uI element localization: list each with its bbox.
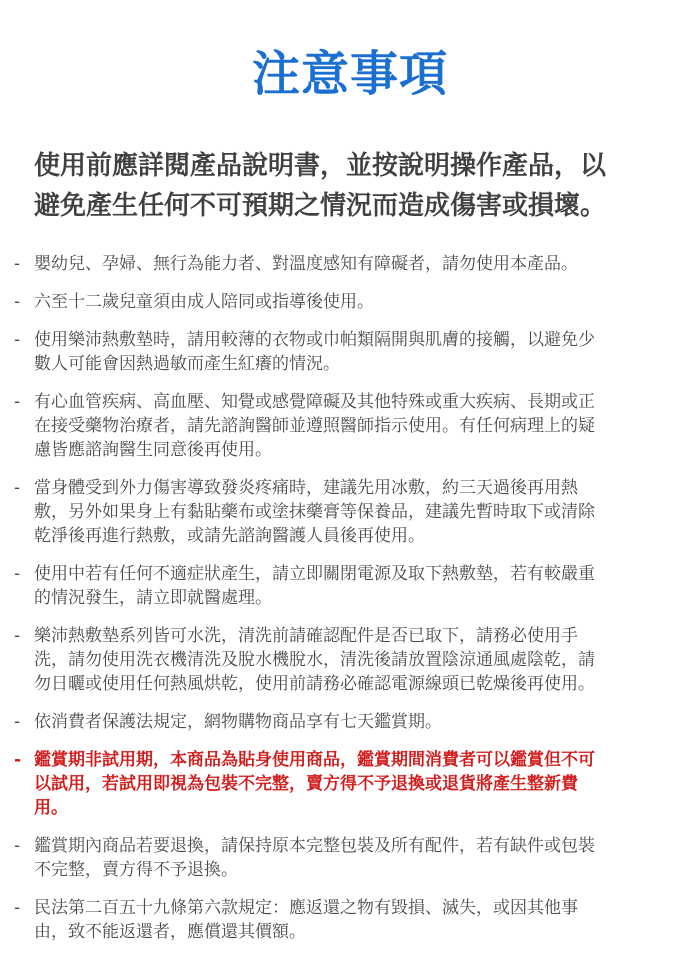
notice-text-line: 洗，請勿使用洗衣機清洗及脫水機脫水，清洗後請放置陰涼通風處陰乾，請 [34, 650, 595, 670]
notice-text-line: 用。 [34, 798, 68, 818]
notice-item [14, 710, 686, 734]
intro-statement [34, 146, 674, 226]
notice-text-line: 當身體受到外力傷害導致發炎疼痛時，建議先用冰敷，約三天過後再用熱 [34, 478, 578, 498]
notice-item [14, 834, 686, 882]
notice-item [14, 624, 686, 696]
notice-text-line: 鑑賞期內商品若要退換，請保持原本完整包裝及所有配件，若有缺件或包裝 [34, 836, 595, 856]
bullet-dash: - [14, 626, 21, 646]
notice-text-line: 使用中若有任何不適症狀產生，請立即關閉電源及取下熱敷墊，若有較嚴重 [34, 564, 595, 584]
notice-text-line: 的情況發生，請立即就醫處理。 [34, 588, 272, 608]
notice-item [14, 896, 686, 944]
bullet-dash: - [14, 564, 21, 584]
page-title: 注意事項 [251, 46, 448, 102]
bullet-dash: - [14, 750, 22, 770]
notice-text-line: 乾淨後再進行熱敷，或請先諮詢醫護人員後再使用。 [34, 526, 425, 546]
notice-text-line: 由，致不能返還者，應償還其價額。 [34, 922, 306, 942]
bullet-dash: - [14, 836, 21, 856]
notice-text-line: 有心血管疾病、高血壓、知覺或感覺障礙及其他特殊或重大疾病、長期或正 [34, 392, 595, 412]
notice-text-line: 數人可能會因熱過敏而產生紅癢的情況。 [34, 354, 340, 374]
notice-text-line: 六至十二歲兒童須由成人陪同或指導後使用。 [34, 292, 374, 312]
notice-text-line: 鑑賞期非試用期，本商品為貼身使用商品，鑑賞期間消費者可以鑑賞但不可 [34, 750, 595, 770]
intro-line: 使用前應詳閱產品說明書，並按說明操作產品，以 [34, 151, 607, 181]
bullet-dash: - [14, 392, 21, 412]
notice-text-line: 勿日曬或使用任何熱風烘乾，使用前請務必確認電源線頭已乾燥後再使用。 [34, 674, 595, 694]
bullet-dash: - [14, 478, 21, 498]
notice-item [14, 390, 686, 462]
notice-item-warning [14, 748, 686, 820]
notice-text-line: 慮皆應諮詢醫生同意後再使用。 [34, 440, 272, 460]
bullet-dash: - [14, 898, 21, 918]
notice-text-line: 嬰幼兒、孕婦、無行為能力者、對溫度感知有障礙者，請勿使用本產品。 [34, 254, 578, 274]
bullet-dash: - [14, 254, 21, 274]
notice-list [14, 252, 686, 958]
notice-text-line: 在接受藥物治療者，請先諮詢醫師並遵照醫師指示使用。有任何病理上的疑 [34, 416, 595, 436]
notice-text-line: 以試用，若試用即視為包裝不完整，賣方得不予退換或退貨將產生整新費 [34, 774, 578, 794]
notice-item [14, 252, 686, 276]
notice-text-line: 樂沛熱敷墊系列皆可水洗，清洗前請確認配件是否已取下，請務必使用手 [34, 626, 578, 646]
notice-text-line: 民法第二百五十九條第六款規定：應返還之物有毀損、滅失，或因其他事 [34, 898, 578, 918]
intro-line: 避免產生任何不可預期之情況而造成傷害或損壞。 [34, 191, 607, 221]
notice-item [14, 328, 686, 376]
notice-text-line: 敷，另外如果身上有黏貼藥布或塗抹藥膏等保養品，建議先暫時取下或清除 [34, 502, 595, 522]
notice-item [14, 476, 686, 548]
notice-item [14, 290, 686, 314]
bullet-dash: - [14, 712, 21, 732]
notice-text-line: 依消費者保護法規定，網物購物商品享有七天鑑賞期。 [34, 712, 442, 732]
bullet-dash: - [14, 330, 21, 350]
notice-item [14, 562, 686, 610]
bullet-dash: - [14, 292, 21, 312]
notice-text-line: 不完整，賣方得不予退換。 [34, 860, 238, 880]
notice-text-line: 使用樂沛熱敷墊時，請用較薄的衣物或巾帕類隔開與肌膚的接觸，以避免少 [34, 330, 595, 350]
